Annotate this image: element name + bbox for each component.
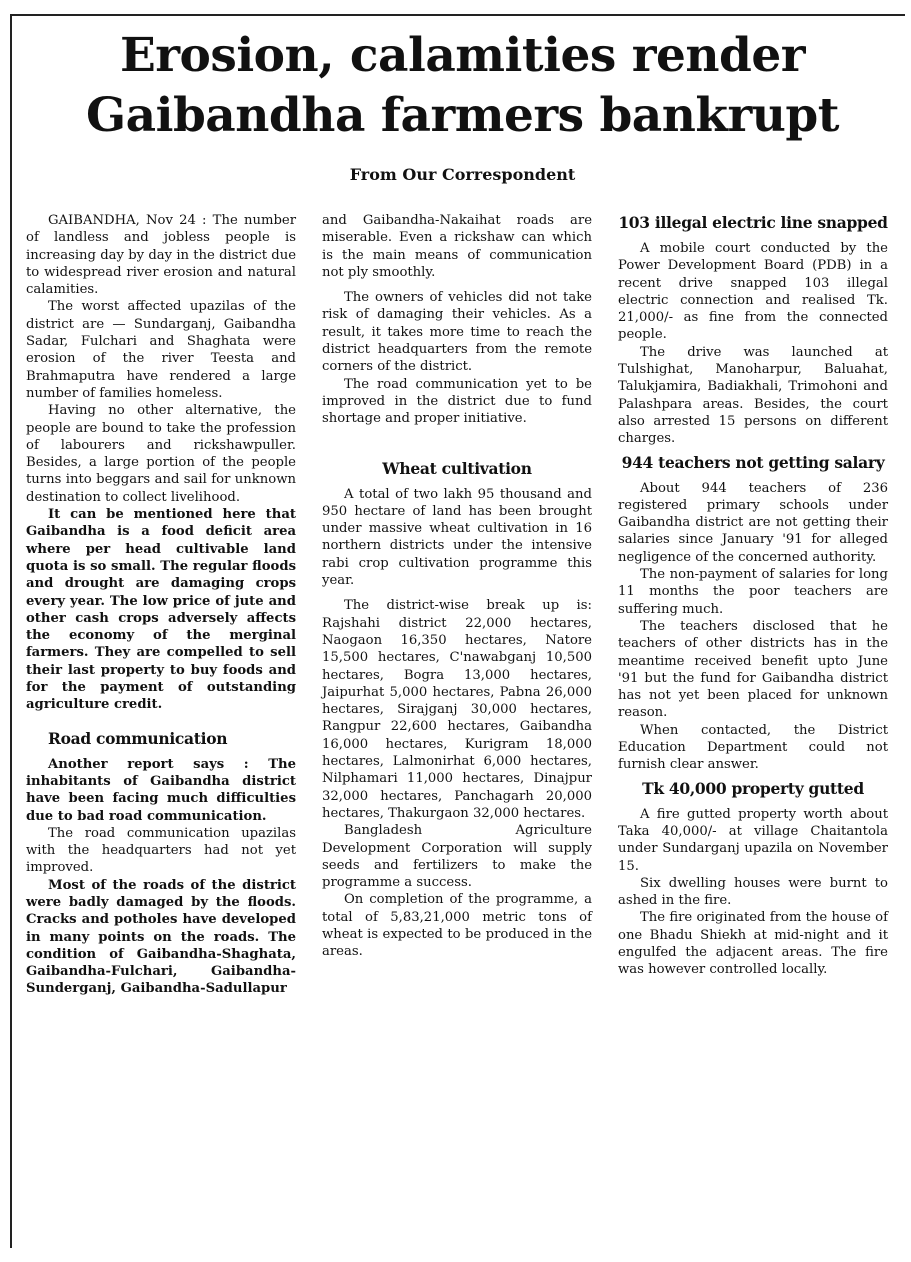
paragraph: A fire gutted property worth about Taka 40,000/- at village Chaitantola under Sundarganj upazila on November 15.	[618, 806, 888, 874]
paragraph: and Gaibandha-Nakaihat roads are miserable. Even a rickshaw can which is the main means of communication not ply smoothly.	[322, 213, 592, 280]
paragraph: The drive was launched at Tulshighat, Manoharpur, Baluahat, Talukjamira, Badiakhali, Trimohoni and Palashpara areas. Besides, the court also arrested 15 persons on different charges.	[618, 344, 888, 447]
column-1	[26, 212, 296, 998]
headline-line-2: Gaibandha farmers bankrupt	[86, 88, 839, 143]
paragraph: Having no other alternative, the people are bound to take the profession of labourers and rickshawpuller. Besides, a large portion of the people turns into beggars and sail for unknown destination to collect livelihood.	[26, 403, 296, 505]
paragraph: Six dwelling houses were burnt to ashed in the fire.	[618, 875, 888, 909]
top-rule	[12, 14, 905, 16]
subhead-electric-line: 103 illegal electric line snapped	[618, 213, 888, 232]
left-rule	[10, 14, 12, 1248]
subhead-teachers-salary: 944 teachers not getting salary	[621, 452, 885, 472]
paragraph: The non-payment of salaries for long 11 months the poor teachers are suffering much.	[618, 567, 888, 617]
paragraph: The road communication upazilas with the headquarters had not yet improved.	[26, 825, 296, 876]
byline: From Our Correspondent	[349, 165, 576, 184]
paragraph: About 944 teachers of 236 registered primary schools under Gaibandha district are not getting their salaries since January '91 for alleged negligence of the concerned authority.	[618, 480, 888, 565]
paragraph: The teachers disclosed that he teachers of other districts has in the meantime received benefit upto June '91 but the fund for Gaibandha district has not yet been placed for unknown reason.	[618, 618, 888, 721]
paragraph: It can be mentioned here that Gaibandha is a food deficit area where per head cultivable land quota is so small. The regular floods and drought are damaging crops every year. The low price of jute and other cash crops adversely affects the economy of the merginal farmers. They are compelled to sell their last property to buy foods and for the payment of outstanding agriculture credit.	[26, 507, 296, 713]
subhead-property-gutted: Tk 40,000 property gutted	[642, 778, 864, 798]
paragraph: Most of the roads of the district were badly damaged by the floods. Cracks and potholes have developed in many points on the roads. The condition of Gaibandha-Shaghata, Gaibandha-Fulchari, Gaibandha-Sunderganj, Gaibandha-Sadullapur	[26, 877, 296, 997]
subhead-wheat-cultivation: Wheat cultivation	[382, 458, 532, 478]
paragraph: Bangladesh Agriculture Development Corporation will supply seeds and fertilizers to make the programme a success.	[322, 823, 592, 891]
subhead-road-communication: Road communication	[48, 728, 228, 748]
paragraph: A total of two lakh 95 thousand and 950 hectare of land has been brought under massive wheat cultivation in 16 northern districts under the intensive rabi crop cultivation programme this year.	[322, 486, 592, 589]
column-3	[618, 212, 888, 979]
paragraph: The district-wise break up is: Rajshahi district 22,000 hectares, Naogaon 16,350 hectares, Natore 15,500 hectares, C'nawabganj 10,500 hectares, Bogra 13,000 hectares, Jaipurhat 5,000 hectares, Pabna 26,000 hectares, Sirajganj 30,000 hectares, Rangpur 22,600 hectares, Gaibandha 16,000 hectares, Kurigram 18,000 hectares, Lalmonirhat 6,000 hectares, Nilphamari 11,000 hectares, Dinajpur 32,000 hectares, Panchagarh 20,000 hectares, Thakurgaon 32,000 hectares.	[322, 598, 592, 821]
paragraph: On completion of the programme, a total of 5,83,21,000 metric tons of wheat is expected to be produced in the areas.	[322, 892, 592, 960]
headline-line-1: Erosion, calamities render	[119, 28, 806, 83]
paragraph: GAIBANDHA, Nov 24 : The number of landless and jobless people is increasing day by day in the district due to widespread river erosion and natural calamities.	[26, 213, 296, 298]
paragraph: The fire originated from the house of one Bhadu Shiekh at mid-night and it engulfed the adjacent areas. The fire was however controlled locally.	[618, 910, 888, 978]
paragraph: The road communication yet to be improved in the district due to fund shortage and proper initiative.	[322, 376, 592, 427]
paragraph: A mobile court conducted by the Power Development Board (PDB) in a recent drive snapped 103 illegal electric connection and realised Tk. 21,000/- as fine from the connected people.	[618, 241, 888, 343]
paragraph: The owners of vehicles did not take risk of damaging their vehicles. As a result, it takes more time to reach the district headquarters from the remote corners of the district.	[322, 290, 592, 375]
paragraph: The worst affected upazilas of the district are — Sundarganj, Gaibandha Sadar, Fulchari and Shaghata were erosion of the river Teesta and Brahmaputra have rendered a large number of families homeless.	[26, 299, 296, 401]
column-2	[322, 212, 592, 961]
headline	[14, 26, 911, 146]
paragraph: Another report says : The inhabitants of Gaibandha district have been facing much difficulties due to bad road communication.	[26, 756, 296, 824]
paragraph: When contacted, the District Education Department could not furnish clear answer.	[618, 722, 888, 773]
